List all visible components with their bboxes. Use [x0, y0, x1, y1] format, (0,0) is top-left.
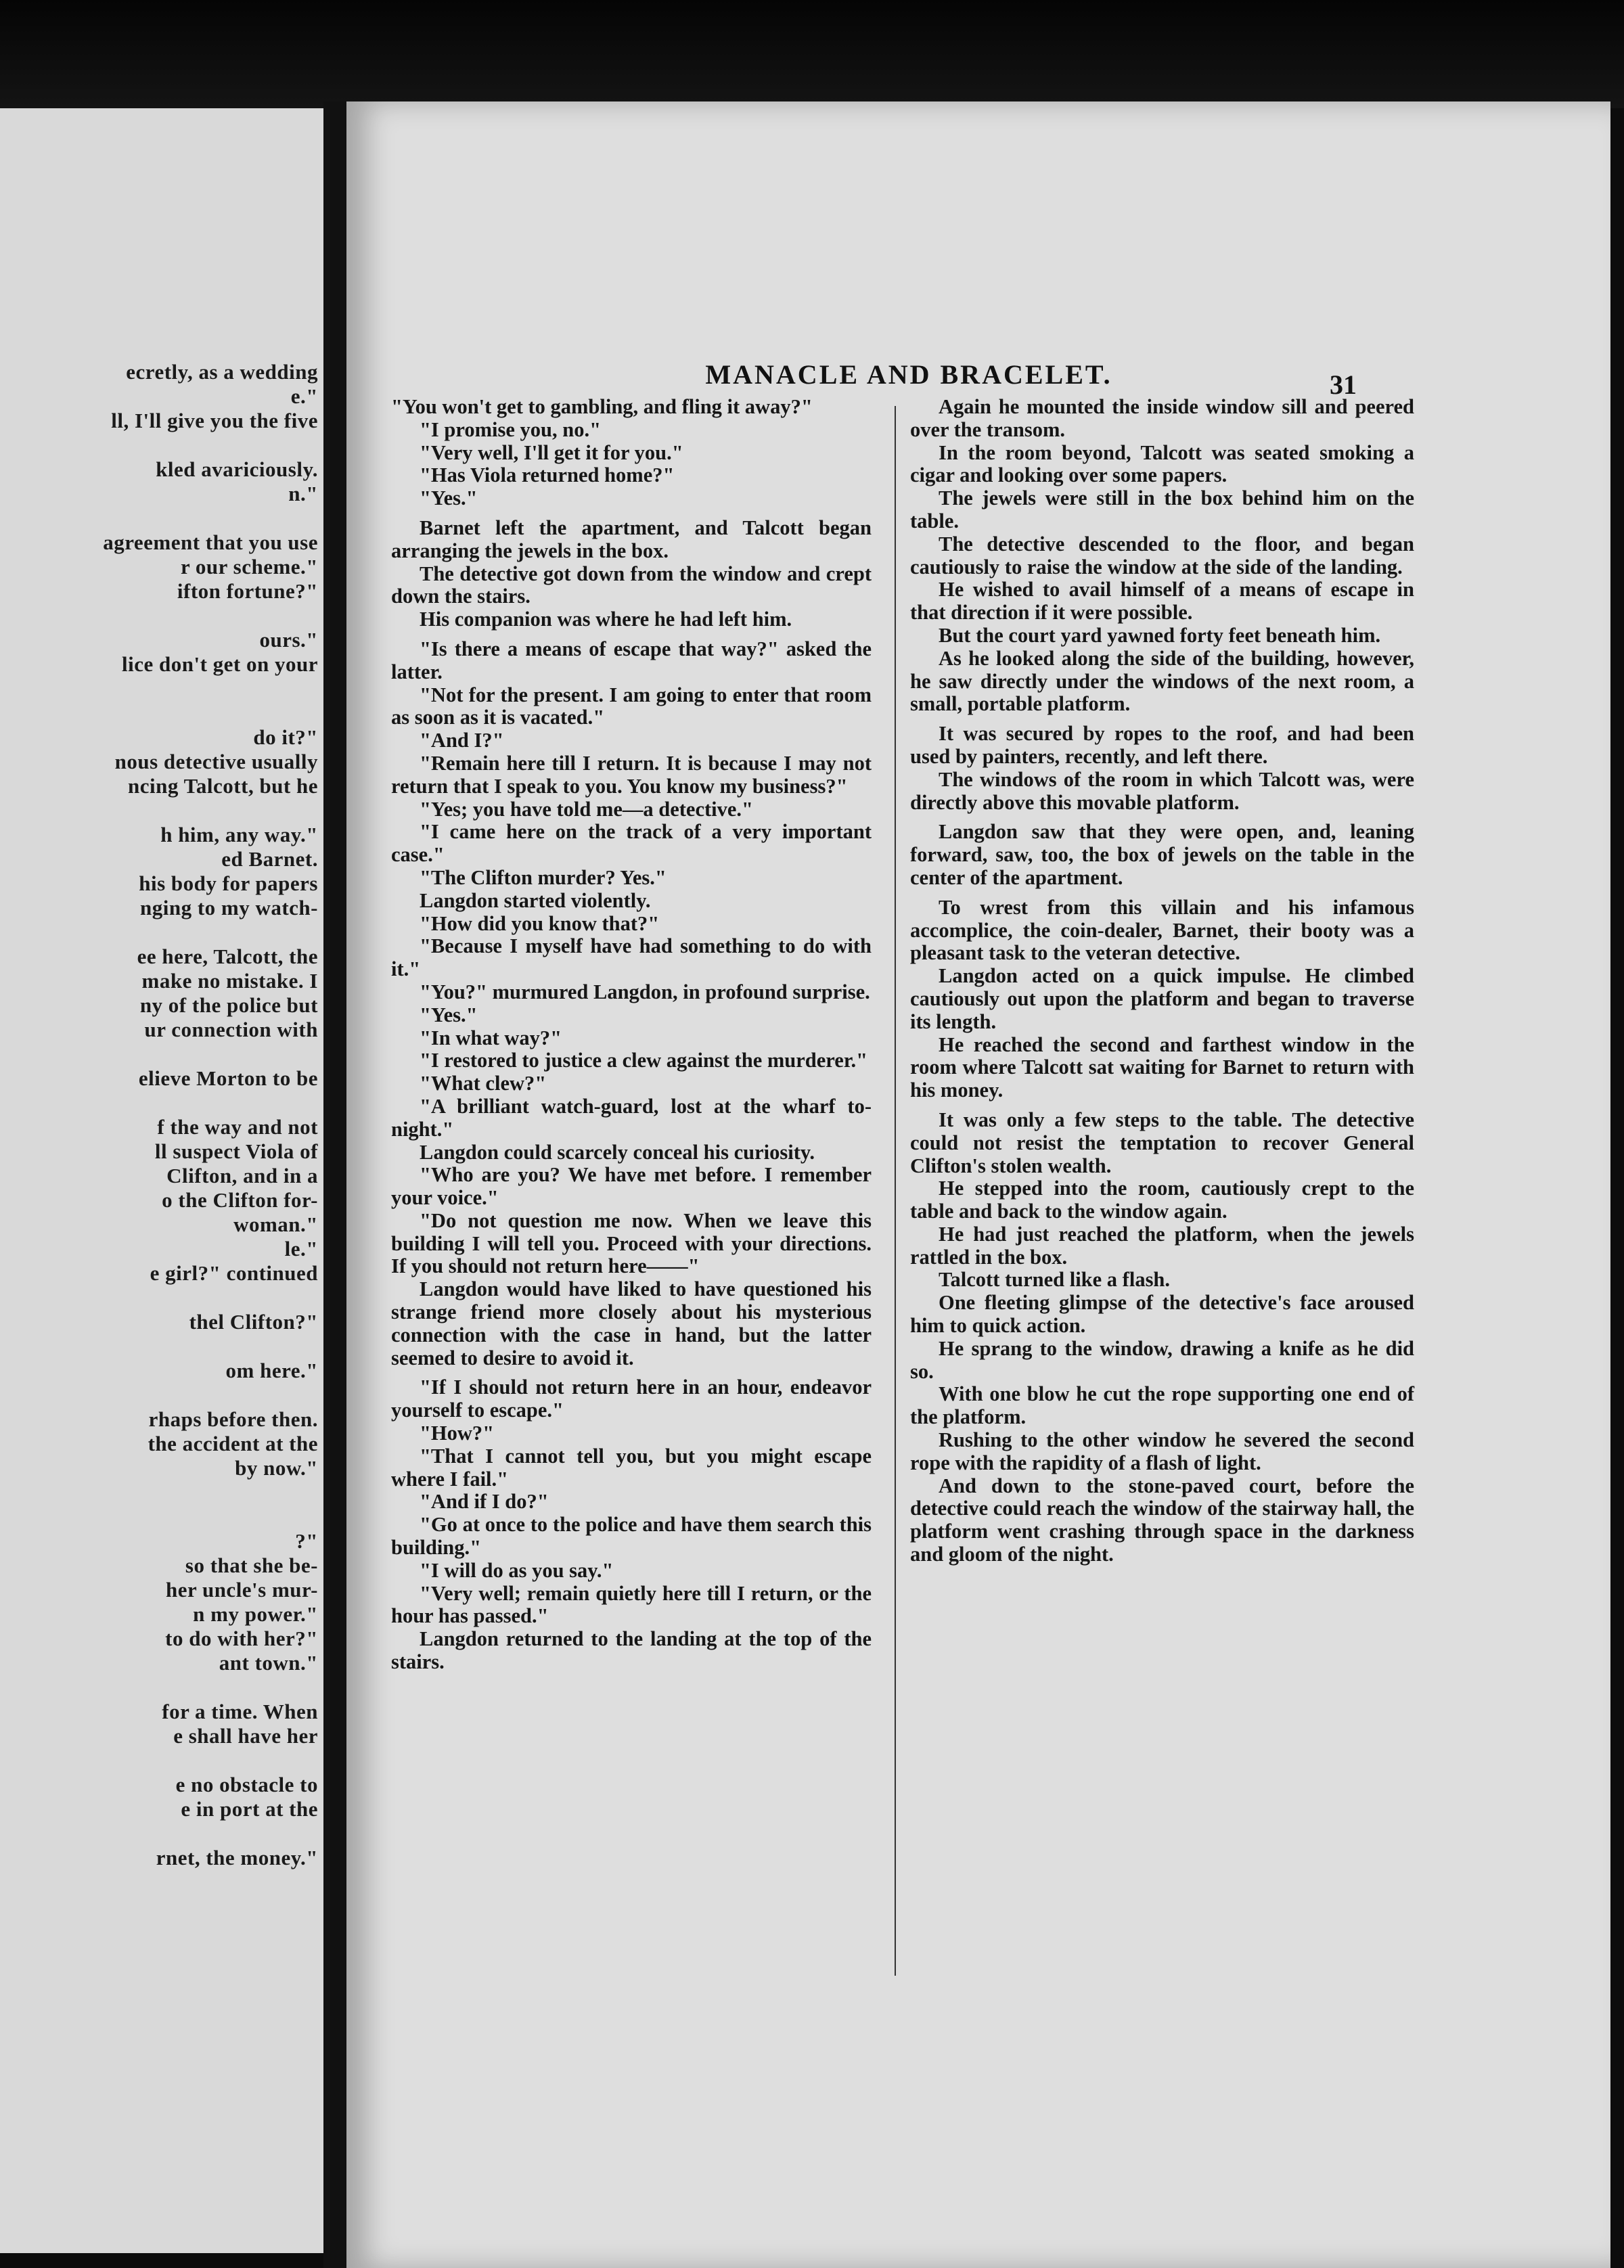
text-column-two	[910, 396, 1414, 1566]
left-page-line: n my power."	[193, 1602, 318, 1626]
column-divider	[895, 406, 896, 1976]
paragraph: He had just reached the platform, when the jewels rattled in the box.	[910, 1222, 1414, 1269]
paragraph: To wrest from this villain and his infamous accomplice, the coin-dealer, Barnet, their booty was a pleasant task to the veteran detective.	[910, 895, 1414, 965]
paragraph: With one blow he cut the rope supporting one end of the platform.	[910, 1382, 1414, 1429]
left-page-line: ncing Talcott, but he	[128, 774, 318, 798]
paragraph: And down to the stone-paved court, before the detective could reach the window of the stairway hall, the platform went crashing through space in the darkness and gloom of the night.	[910, 1474, 1414, 1566]
paragraph: The detective got down from the window and crept down the stairs.	[391, 562, 872, 608]
paragraph: "I promise you, no."	[420, 417, 602, 441]
left-page-line: r our scheme."	[180, 555, 318, 579]
left-page-line: his body for papers	[139, 871, 318, 895]
left-page-line: ecretly, as a wedding	[126, 360, 318, 384]
left-page-line: e girl?" continued	[150, 1261, 318, 1285]
left-page-line: ll suspect Viola of	[154, 1139, 318, 1163]
text-column-one	[391, 396, 872, 1674]
paragraph: "Very well; remain quietly here till I return, or the hour has passed."	[391, 1581, 872, 1628]
paragraph: "Do not question me now. When we leave this building I will tell you. Proceed with your directions. If you should not return here——"	[391, 1208, 872, 1278]
paragraph: "You?" murmured Langdon, in profound surprise.	[420, 980, 870, 1003]
paragraph: "In what way?"	[420, 1026, 562, 1049]
paragraph: He sprang to the window, drawing a knife as he did so.	[910, 1336, 1414, 1383]
paragraph: His companion was where he had left him.	[420, 608, 792, 631]
paragraph: Langdon acted on a quick impulse. He climbed cautiously out upon the platform and began to traverse its length.	[910, 964, 1414, 1033]
left-page-line: le."	[284, 1237, 318, 1261]
paragraph: Langdon returned to the landing at the top of the stairs.	[391, 1627, 872, 1674]
left-page-line: n."	[288, 482, 318, 505]
paragraph: "Yes; you have told me—a detective."	[420, 797, 753, 821]
paragraph: "You won't get to gambling, and fling it away?"	[391, 395, 813, 418]
left-page-line: by now."	[235, 1456, 318, 1480]
left-page-line: ll, I'll give you the five	[111, 409, 318, 432]
left-page-line: ifton fortune?"	[177, 579, 318, 603]
left-page-line: f the way and not	[157, 1115, 318, 1139]
left-page-line: to do with her?"	[165, 1627, 318, 1650]
paragraph: In the room beyond, Talcott was seated smoking a cigar and looking over some papers.	[910, 440, 1414, 487]
left-page-line: om here."	[225, 1359, 318, 1382]
book-gutter	[323, 101, 346, 2268]
paragraph: The windows of the room in which Talcott was, were directly above this movable platform.	[910, 767, 1414, 814]
dark-background	[0, 0, 1624, 108]
left-page-line: lice don't get on your	[122, 652, 318, 676]
paragraph: The jewels were still in the box behind him on the table.	[910, 486, 1414, 532]
paragraph: "If I should not return here in an hour, endeavor yourself to escape."	[391, 1376, 872, 1422]
page-number: 31	[1330, 369, 1357, 400]
left-page-line: her uncle's mur-	[166, 1578, 318, 1602]
paragraph: "Not for the present. I am going to enter that room as soon as it is vacated."	[391, 683, 872, 729]
paragraph: The detective descended to the floor, and began cautiously to raise the window at the side of the landing.	[910, 532, 1414, 579]
left-page-line: so that she be-	[185, 1553, 318, 1577]
left-page-line: ur connection with	[144, 1018, 318, 1041]
paragraph: Again he mounted the inside window sill and peered over the transom.	[910, 395, 1414, 441]
paragraph: Talcott turned like a flash.	[939, 1268, 1171, 1292]
left-page-line: h him, any way."	[160, 823, 318, 846]
left-page-line: woman."	[233, 1212, 318, 1236]
left-page-line: ny of the police but	[139, 993, 318, 1017]
paragraph: "A brilliant watch-guard, lost at the wharf to-night."	[391, 1094, 872, 1141]
left-page-line: elieve Morton to be	[138, 1066, 318, 1090]
running-title: MANACLE AND BRACELET.	[705, 359, 1112, 390]
paragraph: "What clew?"	[420, 1072, 547, 1095]
left-page-fragment	[0, 108, 328, 2253]
paragraph: "And I?"	[420, 729, 504, 752]
paragraph: "Very well, I'll get it for you."	[420, 440, 683, 464]
left-page-line: e."	[290, 384, 318, 408]
paragraph: "Yes."	[420, 486, 478, 510]
paragraph: Langdon could scarcely conceal his curiosity.	[420, 1140, 815, 1164]
paragraph: "That I cannot tell you, but you might escape where I fail."	[391, 1444, 872, 1491]
paragraph: "How did you know that?"	[420, 911, 660, 935]
left-page-line: make no mistake. I	[141, 969, 318, 993]
paragraph: He reached the second and farthest window in the room where Talcott sat waiting for Barnet to return with his money.	[910, 1033, 1414, 1102]
left-page-line: nous detective usually	[114, 750, 318, 773]
left-page-line: ee here, Talcott, the	[137, 945, 318, 968]
paragraph: "Is there a means of escape that way?" asked the latter.	[391, 637, 872, 683]
paragraph: He wished to avail himself of a means of escape in that direction if it were possible.	[910, 578, 1414, 625]
paragraph: "Go at once to the police and have them search this building."	[391, 1513, 872, 1560]
paragraph: "Remain here till I return. It is because I may not return that I speak to you. You know my business?"	[391, 751, 872, 798]
paragraph: Langdon would have liked to have questioned his strange friend more closely about his mysterious connection with the case in hand, but the latter seemed to desire to avoid it.	[391, 1277, 872, 1369]
left-page-line: Clifton, and in a	[166, 1164, 318, 1187]
paragraph: "Has Viola returned home?"	[420, 463, 675, 487]
paragraph: "And if I do?"	[420, 1490, 549, 1514]
paragraph: "I restored to justice a clew against the murderer."	[420, 1049, 868, 1072]
left-page-line: rhaps before then.	[148, 1407, 318, 1431]
left-page-line: e shall have her	[173, 1724, 318, 1748]
paragraph: He stepped into the room, cautiously crept to the table and back to the window again.	[910, 1177, 1414, 1223]
paragraph: "I came here on the track of a very important case."	[391, 820, 872, 867]
left-page-line: e in port at the	[181, 1797, 318, 1821]
paragraph: It was only a few steps to the table. The detective could not resist the temptation to recover General Clifton's stolen wealth.	[910, 1108, 1414, 1177]
paragraph: "Because I myself have had something to do with it."	[391, 934, 872, 981]
left-page-line: kled avariciously.	[156, 457, 318, 481]
paragraph: Barnet left the apartment, and Talcott began arranging the jewels in the box.	[391, 516, 872, 562]
paragraph: "Yes."	[420, 1003, 478, 1026]
paragraph: "How?"	[420, 1422, 495, 1445]
paragraph: Rushing to the other window he severed the second rope with the rapidity of a flash of light.	[910, 1428, 1414, 1474]
left-page-line: for a time. When	[162, 1700, 318, 1723]
paragraph: Langdon saw that they were open, and, leaning forward, saw, too, the box of jewels on the table in the center of the apartment.	[910, 820, 1414, 889]
left-page-line: ours."	[259, 628, 318, 652]
paragraph: "The Clifton murder? Yes."	[420, 865, 667, 889]
left-page-line: e no obstacle to	[175, 1773, 318, 1796]
paragraph: "Who are you? We have met before. I remember your voice."	[391, 1163, 872, 1210]
left-page-line: ed Barnet.	[221, 847, 318, 871]
paragraph: "I will do as you say."	[420, 1558, 614, 1582]
paragraph: It was secured by ropes to the roof, and had been used by painters, recently, and left there.	[910, 722, 1414, 768]
paragraph: One fleeting glimpse of the detective's face aroused him to quick action.	[910, 1291, 1414, 1338]
paragraph: As he looked along the side of the building, however, he saw directly under the windows of the next room, a small, portable platform.	[910, 646, 1414, 716]
left-page-line: nging to my watch-	[139, 896, 318, 920]
left-page-line: do it?"	[253, 725, 318, 749]
left-page-line: rnet, the money."	[156, 1846, 318, 1869]
left-page-line: agreement that you use	[103, 530, 318, 554]
left-page-line: o the Clifton for-	[162, 1188, 318, 1212]
left-page-line: ?"	[295, 1529, 318, 1553]
left-page-line: the accident at the	[148, 1432, 318, 1455]
paragraph: Langdon started violently.	[420, 888, 651, 912]
left-page-line: ant town."	[219, 1651, 318, 1675]
paragraph: But the court yard yawned forty feet beneath him.	[939, 623, 1381, 647]
left-page-line: thel Clifton?"	[189, 1310, 318, 1334]
